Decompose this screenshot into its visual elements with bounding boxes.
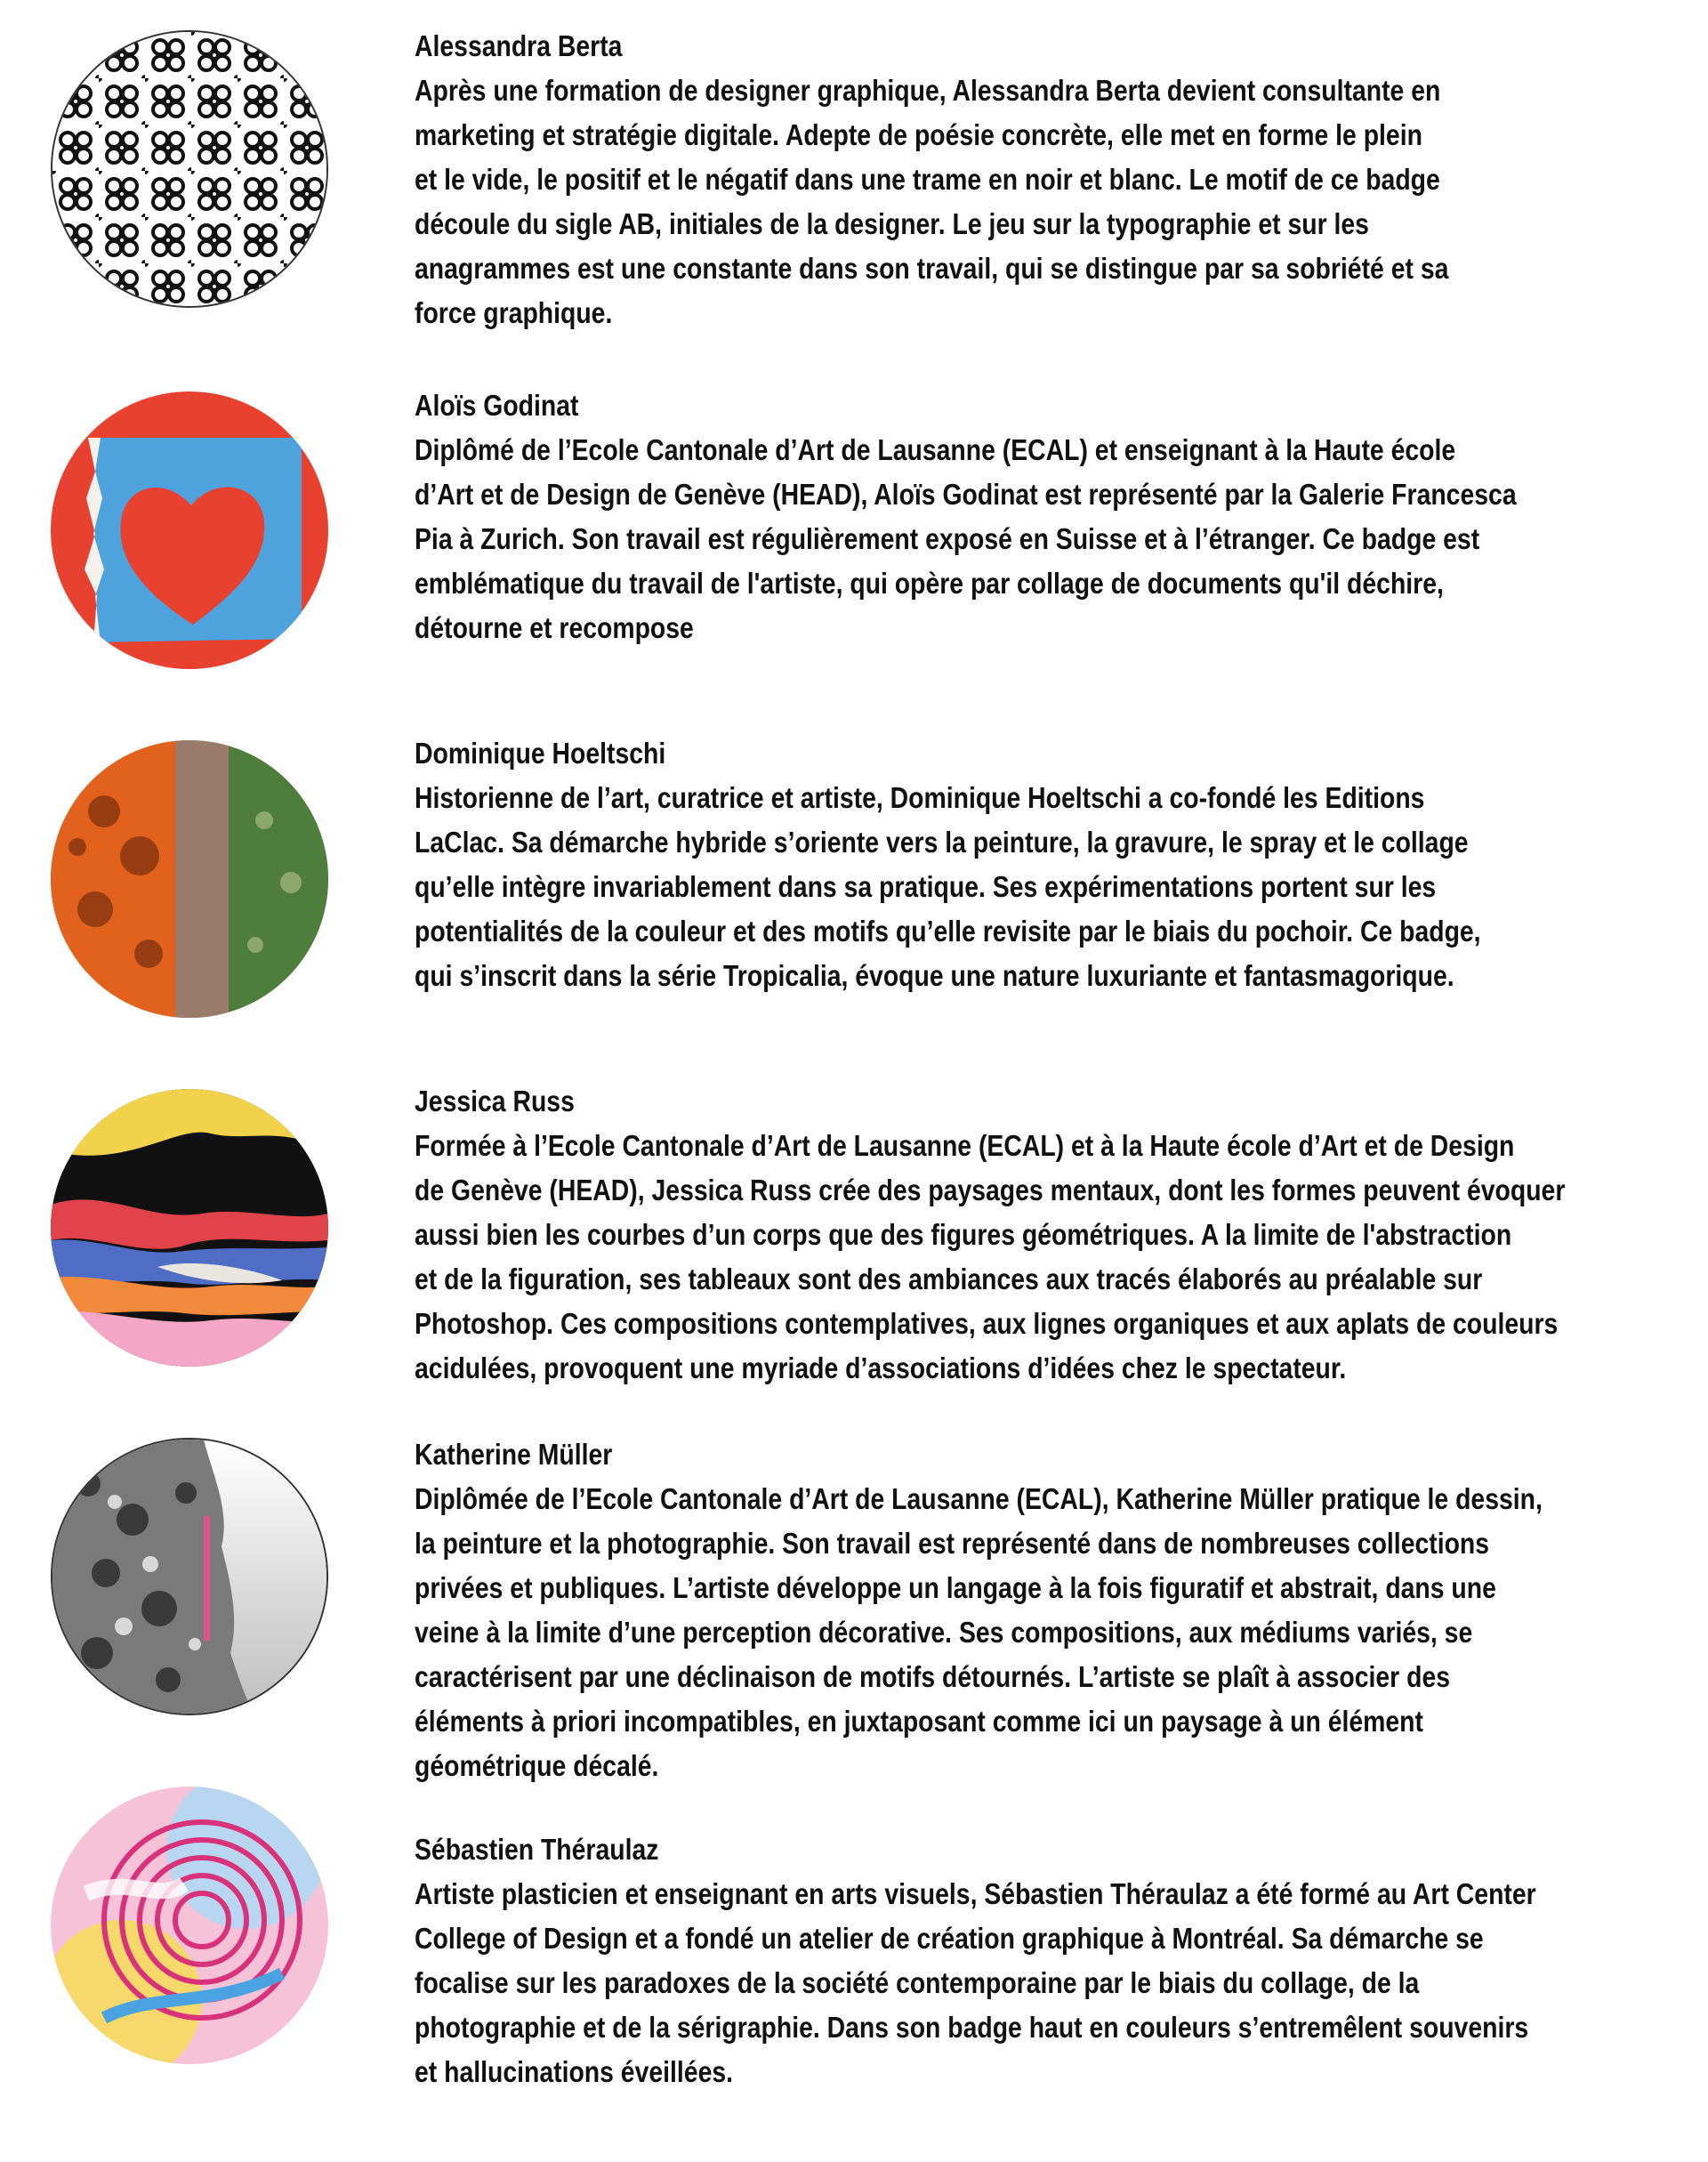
bio-line: d’Art et de Design de Genève (HEAD), Aloïs Godinat est représenté par la Galerie Francesca bbox=[415, 478, 1517, 511]
artist-name: Katherine Müller bbox=[415, 1438, 613, 1471]
bio-line: College of Design et a fondé un atelier de création graphique à Montréal. Sa démarche se bbox=[415, 1922, 1484, 1955]
bio-line: et hallucinations éveillées. bbox=[415, 2055, 734, 2088]
bio-line: privées et publiques. L’artiste développe un langage à la fois figuratif et abstrait, dans une bbox=[415, 1571, 1496, 1604]
artist-name: Aloïs Godinat bbox=[415, 389, 579, 422]
colorful-swirl-image bbox=[51, 1787, 328, 2064]
artist-bio bbox=[415, 1124, 1696, 1391]
bio-line: LaClac. Sa démarche hybride s’oriente vers la peinture, la gravure, le spray et le collage bbox=[415, 826, 1469, 859]
bio-line: marketing et stratégie digitale. Adepte de poésie concrète, elle met en forme le plein bbox=[415, 118, 1422, 151]
entry-katherine-muller bbox=[415, 1432, 1696, 1788]
bio-line: Pia à Zurich. Son travail est régulièrement exposé en Suisse et à l’étranger. Ce badge est bbox=[415, 522, 1480, 555]
entry-dominique-hoeltschi bbox=[415, 731, 1696, 998]
badge-katherine-muller bbox=[51, 1438, 328, 1715]
bio-line: emblématique du travail de l'artiste, qui opère par collage de documents qu'il déchire, bbox=[415, 567, 1444, 600]
entry-alessandra-berta bbox=[415, 24, 1696, 335]
bio-line: et de la figuration, ses tableaux sont des ambiances aux tracés élaborés au préalable sur bbox=[415, 1263, 1483, 1295]
bio-line: de Genève (HEAD), Jessica Russ crée des paysages mentaux, dont les formes peuvent évoquer bbox=[415, 1174, 1566, 1206]
bio-line: Artiste plasticien et enseignant en arts visuels, Sébastien Théraulaz a été formé au Art Center bbox=[415, 1877, 1536, 1910]
bio-line: photographie et de la sérigraphie. Dans son badge haut en couleurs s’entremêlent souvenirs bbox=[415, 2011, 1529, 2044]
bio-line: Photoshop. Ces compositions contemplatives, aux lignes organiques et aux aplats de couleurs bbox=[415, 1307, 1559, 1340]
artist-bio bbox=[415, 1477, 1696, 1788]
bio-line: caractérisent par une déclinaison de motifs détournés. L’artiste se plaît à associer des bbox=[415, 1660, 1451, 1693]
bio-line: Après une formation de designer graphique, Alessandra Berta devient consultante en bbox=[415, 74, 1441, 107]
bio-line: Historienne de l’art, curatrice et artiste, Dominique Hoeltschi a co-fondé les Editions bbox=[415, 781, 1425, 814]
bio-line: veine à la limite d’une perception décorative. Ses compositions, aux médiums variés, se bbox=[415, 1616, 1473, 1649]
entry-sebastien-theraulaz bbox=[415, 1827, 1696, 2094]
badge-alois-godinat bbox=[51, 391, 328, 669]
bio-line: Diplômée de l’Ecole Cantonale d’Art de Lausanne (ECAL), Katherine Müller pratique le dessin, bbox=[415, 1482, 1543, 1515]
entry-alois-godinat bbox=[415, 383, 1696, 650]
bio-line: Diplômé de l’Ecole Cantonale d’Art de Lausanne (ECAL) et enseignant à la Haute école bbox=[415, 433, 1456, 466]
bio-line: éléments à priori incompatibles, en juxtaposant comme ici un paysage à un élément bbox=[415, 1705, 1423, 1738]
bio-line: découle du sigle AB, initiales de la designer. Le jeu sur la typographie et sur les bbox=[415, 207, 1369, 240]
ab-knot-pattern-image bbox=[52, 32, 328, 308]
bio-line: aussi bien les courbes d’un corps que des figures géométriques. A la limite de l'abstraction bbox=[415, 1218, 1512, 1251]
bio-line: détourne et recompose bbox=[415, 611, 694, 644]
artist-name: Jessica Russ bbox=[415, 1085, 575, 1117]
badge-alessandra-berta bbox=[51, 30, 328, 308]
bio-line: qu’elle intègre invariablement dans sa pratique. Ses expérimentations portent sur les bbox=[415, 870, 1437, 903]
abstract-landscape-image bbox=[51, 1089, 328, 1367]
heart-collage-image bbox=[51, 391, 328, 669]
bio-line: qui s’inscrit dans la série Tropicalia, évoque une nature luxuriante et fantasmagorique. bbox=[415, 959, 1454, 992]
bio-line: et le vide, le positif et le négatif dans une trame en noir et blanc. Le motif de ce badge bbox=[415, 163, 1440, 196]
entry-jessica-russ bbox=[415, 1079, 1696, 1391]
bio-line: force graphique. bbox=[415, 296, 613, 329]
artist-name: Dominique Hoeltschi bbox=[415, 737, 666, 770]
artist-name: Alessandra Berta bbox=[415, 29, 623, 62]
bio-line: potentialités de la couleur et des motifs qu’elle revisite par le biais du pochoir. Ce badge, bbox=[415, 915, 1481, 948]
artist-bio bbox=[415, 1872, 1696, 2094]
bio-line: focalise sur les paradoxes de la société contemporaine par le biais du collage, de la bbox=[415, 1966, 1420, 1999]
artist-bio bbox=[415, 428, 1696, 650]
rock-landscape-image bbox=[52, 1440, 328, 1715]
badge-sebastien-theraulaz bbox=[51, 1787, 328, 2064]
bio-line: anagrammes est une constante dans son travail, qui se distingue par sa sobriété et sa bbox=[415, 252, 1449, 285]
badge-dominique-hoeltschi bbox=[51, 740, 328, 1018]
artist-name: Sébastien Théraulaz bbox=[415, 1833, 659, 1866]
tropicalia-collage-image bbox=[51, 740, 328, 1018]
bio-line: Formée à l’Ecole Cantonale d’Art de Lausanne (ECAL) et à la Haute école d’Art et de Design bbox=[415, 1129, 1515, 1162]
badge-jessica-russ bbox=[51, 1089, 328, 1367]
bio-line: acidulées, provoquent une myriade d’associations d’idées chez le spectateur. bbox=[415, 1351, 1347, 1384]
bio-line: la peinture et la photographie. Son travail est représenté dans de nombreuses collections bbox=[415, 1527, 1490, 1560]
artist-bio bbox=[415, 69, 1696, 335]
bio-line: géométrique décalé. bbox=[415, 1749, 659, 1782]
artist-bio bbox=[415, 776, 1696, 998]
